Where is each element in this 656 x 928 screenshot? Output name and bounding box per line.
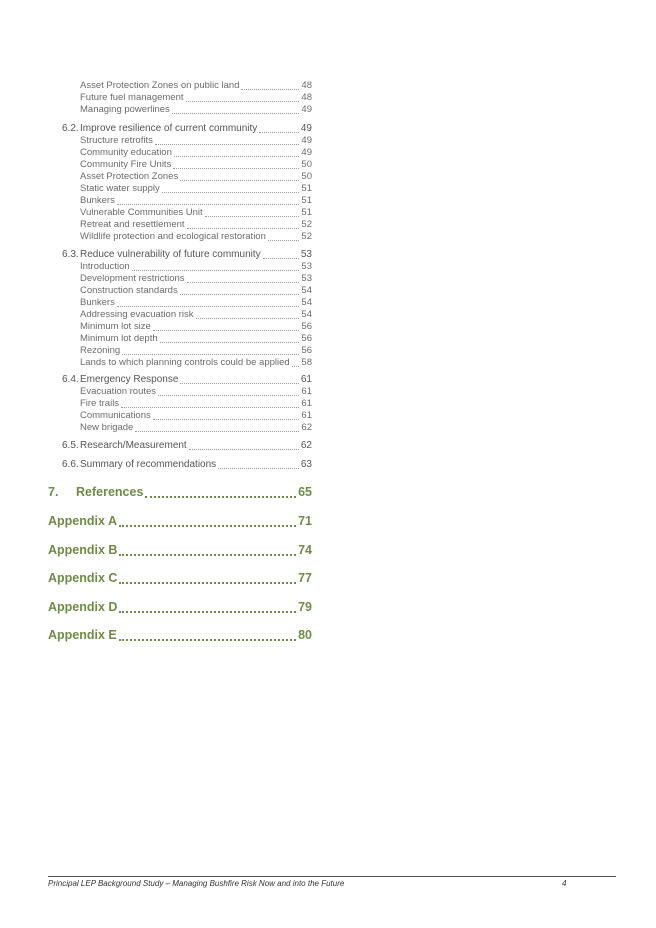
dot-leader bbox=[259, 132, 299, 133]
toc-appendix-c[interactable] bbox=[48, 571, 312, 586]
toc-entry-label: Community Fire Units bbox=[80, 159, 172, 170]
toc-entry[interactable] bbox=[80, 398, 312, 410]
toc-entry[interactable] bbox=[80, 357, 312, 369]
toc-entry-page: 51 bbox=[301, 183, 312, 194]
toc-entry[interactable] bbox=[80, 273, 312, 285]
toc-chapter-label: References bbox=[76, 485, 144, 499]
dot-leader bbox=[119, 525, 296, 527]
toc-appendix-d[interactable] bbox=[48, 600, 312, 615]
toc-entry-label: Bunkers bbox=[80, 195, 115, 206]
toc-section-6-6[interactable] bbox=[62, 459, 312, 471]
toc-entry[interactable] bbox=[80, 135, 312, 147]
toc-entry-label: Asset Protection Zones bbox=[80, 171, 179, 182]
toc-entry-page: 49 bbox=[301, 147, 312, 158]
toc-entry-page: 49 bbox=[301, 104, 312, 115]
dot-leader bbox=[180, 180, 299, 181]
toc-entry-label: Retreat and resettlement bbox=[80, 219, 185, 230]
dot-leader bbox=[241, 89, 299, 90]
dot-leader bbox=[153, 330, 300, 331]
toc-entry-page: 62 bbox=[301, 422, 312, 433]
toc-entry-label: Evacuation routes bbox=[80, 386, 157, 397]
dot-leader bbox=[180, 383, 298, 384]
toc-section-label: Summary of recommendations bbox=[80, 459, 217, 470]
toc-appendix-page: 79 bbox=[298, 600, 312, 614]
dot-leader bbox=[263, 258, 299, 259]
dot-leader bbox=[117, 306, 300, 307]
toc-entry-page: 48 bbox=[301, 92, 312, 103]
dot-leader bbox=[132, 270, 300, 271]
dot-leader bbox=[119, 554, 296, 556]
dot-leader bbox=[119, 639, 296, 641]
toc-entry-label: Development restrictions bbox=[80, 273, 185, 284]
dot-leader bbox=[218, 468, 299, 469]
dot-leader bbox=[186, 101, 300, 102]
toc-entry-page: 54 bbox=[301, 297, 312, 308]
toc-appendix-page: 74 bbox=[298, 543, 312, 557]
toc-entry-label: Future fuel management bbox=[80, 92, 184, 103]
toc-entry-page: 56 bbox=[301, 321, 312, 332]
dot-leader bbox=[158, 395, 299, 396]
toc-entry-label: Minimum lot depth bbox=[80, 333, 158, 344]
toc-entry[interactable] bbox=[80, 159, 312, 171]
dot-leader bbox=[155, 144, 300, 145]
toc-entry-label: Rezoning bbox=[80, 345, 121, 356]
toc-entry-page: 56 bbox=[301, 345, 312, 356]
toc-appendix-page: 80 bbox=[298, 628, 312, 642]
toc-entry-page: 50 bbox=[301, 171, 312, 182]
toc-section-page: 53 bbox=[300, 249, 312, 260]
toc-entry[interactable] bbox=[80, 80, 312, 92]
toc-entry-page: 54 bbox=[301, 285, 312, 296]
toc-entry-page: 61 bbox=[301, 398, 312, 409]
toc-entry-page: 56 bbox=[301, 333, 312, 344]
dot-leader bbox=[122, 354, 299, 355]
toc-section-6-3[interactable] bbox=[62, 249, 312, 261]
toc-entry-label: Addressing evacuation risk bbox=[80, 309, 194, 320]
toc-entry[interactable] bbox=[80, 345, 312, 357]
dot-leader bbox=[292, 366, 300, 367]
dot-leader bbox=[121, 407, 299, 408]
dot-leader bbox=[196, 318, 300, 319]
toc-entry-label: Minimum lot size bbox=[80, 321, 151, 332]
dot-leader bbox=[162, 192, 300, 193]
toc-entry[interactable] bbox=[80, 321, 312, 333]
toc-entry-label: Introduction bbox=[80, 261, 130, 272]
dot-leader bbox=[135, 431, 299, 432]
toc-entry-page: 61 bbox=[301, 386, 312, 397]
dot-leader bbox=[189, 449, 299, 450]
dot-leader bbox=[180, 294, 300, 295]
toc-chapter-number: 7. bbox=[48, 485, 59, 499]
toc-entry[interactable] bbox=[80, 147, 312, 159]
toc-entry[interactable] bbox=[80, 297, 312, 309]
toc-entry-page: 54 bbox=[301, 309, 312, 320]
toc-appendix-label: Appendix C bbox=[48, 571, 118, 585]
dot-leader bbox=[119, 611, 296, 613]
dot-leader bbox=[268, 240, 300, 241]
toc-appendix-page: 77 bbox=[298, 571, 312, 585]
toc-entry-page: 53 bbox=[301, 273, 312, 284]
toc-entry[interactable] bbox=[80, 285, 312, 297]
toc-appendix-label: Appendix A bbox=[48, 514, 117, 528]
toc-entry[interactable] bbox=[80, 333, 312, 345]
dot-leader bbox=[153, 419, 300, 420]
toc-entry-label: Wildlife protection and ecological restoration bbox=[80, 231, 266, 242]
toc-appendix-b[interactable] bbox=[48, 543, 312, 558]
toc-entry-page: 49 bbox=[301, 135, 312, 146]
toc-section-number: 6.2. bbox=[62, 123, 79, 134]
toc-section-number: 6.4. bbox=[62, 374, 79, 385]
toc-section-6-4[interactable] bbox=[62, 374, 312, 386]
dot-leader bbox=[119, 582, 296, 584]
toc-entry-label: Lands to which planning controls could be applied bbox=[80, 357, 290, 368]
toc-entry-label: Communications bbox=[80, 410, 151, 421]
toc-appendix-label: Appendix D bbox=[48, 600, 118, 614]
dot-leader bbox=[205, 216, 300, 217]
dot-leader bbox=[172, 113, 300, 114]
toc-entry-page: 52 bbox=[301, 231, 312, 242]
toc-entry[interactable] bbox=[80, 183, 312, 195]
toc-entry-page: 53 bbox=[301, 261, 312, 272]
toc-entry-page: 58 bbox=[301, 357, 312, 368]
toc-entry[interactable] bbox=[80, 171, 312, 183]
footer-title: Principal LEP Background Study – Managing Bushfire Risk Now and into the Future bbox=[48, 879, 345, 888]
toc-appendix-e[interactable] bbox=[48, 628, 312, 643]
footer-page-number: 4 bbox=[562, 879, 567, 888]
toc-entry-label: New brigade bbox=[80, 422, 134, 433]
dot-leader bbox=[187, 282, 300, 283]
toc-section-page: 63 bbox=[300, 459, 312, 470]
toc-chapter-7[interactable] bbox=[48, 485, 312, 500]
toc-entry-page: 51 bbox=[301, 207, 312, 218]
toc-entry[interactable] bbox=[80, 207, 312, 219]
toc-entry[interactable] bbox=[80, 92, 312, 104]
toc-appendix-a[interactable] bbox=[48, 514, 312, 529]
toc-appendix-page: 71 bbox=[298, 514, 312, 528]
toc-chapter-page: 65 bbox=[298, 485, 312, 499]
toc-entry-label: Managing powerlines bbox=[80, 104, 170, 115]
toc-entry-label: Structure retrofits bbox=[80, 135, 153, 146]
toc-entry-page: 48 bbox=[301, 80, 312, 91]
toc-section-label: Improve resilience of current community bbox=[80, 123, 258, 134]
toc-section-label: Emergency Response bbox=[80, 374, 179, 385]
toc-entry[interactable] bbox=[80, 410, 312, 422]
dot-leader bbox=[173, 168, 299, 169]
toc-entry-label: Static water supply bbox=[80, 183, 160, 194]
toc-entry[interactable] bbox=[80, 104, 312, 116]
toc-entry-label: Community education bbox=[80, 147, 172, 158]
toc-entry-label: Bunkers bbox=[80, 297, 115, 308]
toc-entry-page: 50 bbox=[301, 159, 312, 170]
dot-leader bbox=[145, 496, 296, 498]
toc-section-6-2[interactable] bbox=[62, 123, 312, 135]
toc-section-label: Research/Measurement bbox=[80, 440, 187, 451]
dot-leader bbox=[117, 204, 300, 205]
toc-entry-page: 51 bbox=[301, 195, 312, 206]
toc-entry[interactable] bbox=[80, 231, 312, 243]
toc-entry[interactable] bbox=[80, 219, 312, 231]
footer-divider bbox=[48, 876, 616, 877]
toc-section-label: Reduce vulnerability of future community bbox=[80, 249, 261, 260]
toc-section-number: 6.3. bbox=[62, 249, 79, 260]
toc-entry[interactable] bbox=[80, 422, 312, 434]
toc-entry-label: Vulnerable Communities Unit bbox=[80, 207, 203, 218]
toc-entry-page: 61 bbox=[301, 410, 312, 421]
dot-leader bbox=[174, 156, 300, 157]
toc-entry-page: 52 bbox=[301, 219, 312, 230]
toc-section-page: 61 bbox=[300, 374, 312, 385]
toc-entry-label: Asset Protection Zones on public land bbox=[80, 80, 240, 91]
toc-section-6-5[interactable] bbox=[62, 440, 312, 452]
toc-entry-label: Construction standards bbox=[80, 285, 178, 296]
toc-appendix-label: Appendix B bbox=[48, 543, 118, 557]
toc-entry-label: Fire trails bbox=[80, 398, 120, 409]
toc-section-number: 6.5. bbox=[62, 440, 79, 451]
toc-section-page: 62 bbox=[300, 440, 312, 451]
toc-entry[interactable] bbox=[80, 195, 312, 207]
toc-section-page: 49 bbox=[300, 123, 312, 134]
dot-leader bbox=[160, 342, 300, 343]
toc-entry[interactable] bbox=[80, 386, 312, 398]
dot-leader bbox=[187, 228, 300, 229]
toc-entry[interactable] bbox=[80, 309, 312, 321]
toc-entry[interactable] bbox=[80, 261, 312, 273]
toc-appendix-label: Appendix E bbox=[48, 628, 117, 642]
toc-section-number: 6.6. bbox=[62, 459, 79, 470]
